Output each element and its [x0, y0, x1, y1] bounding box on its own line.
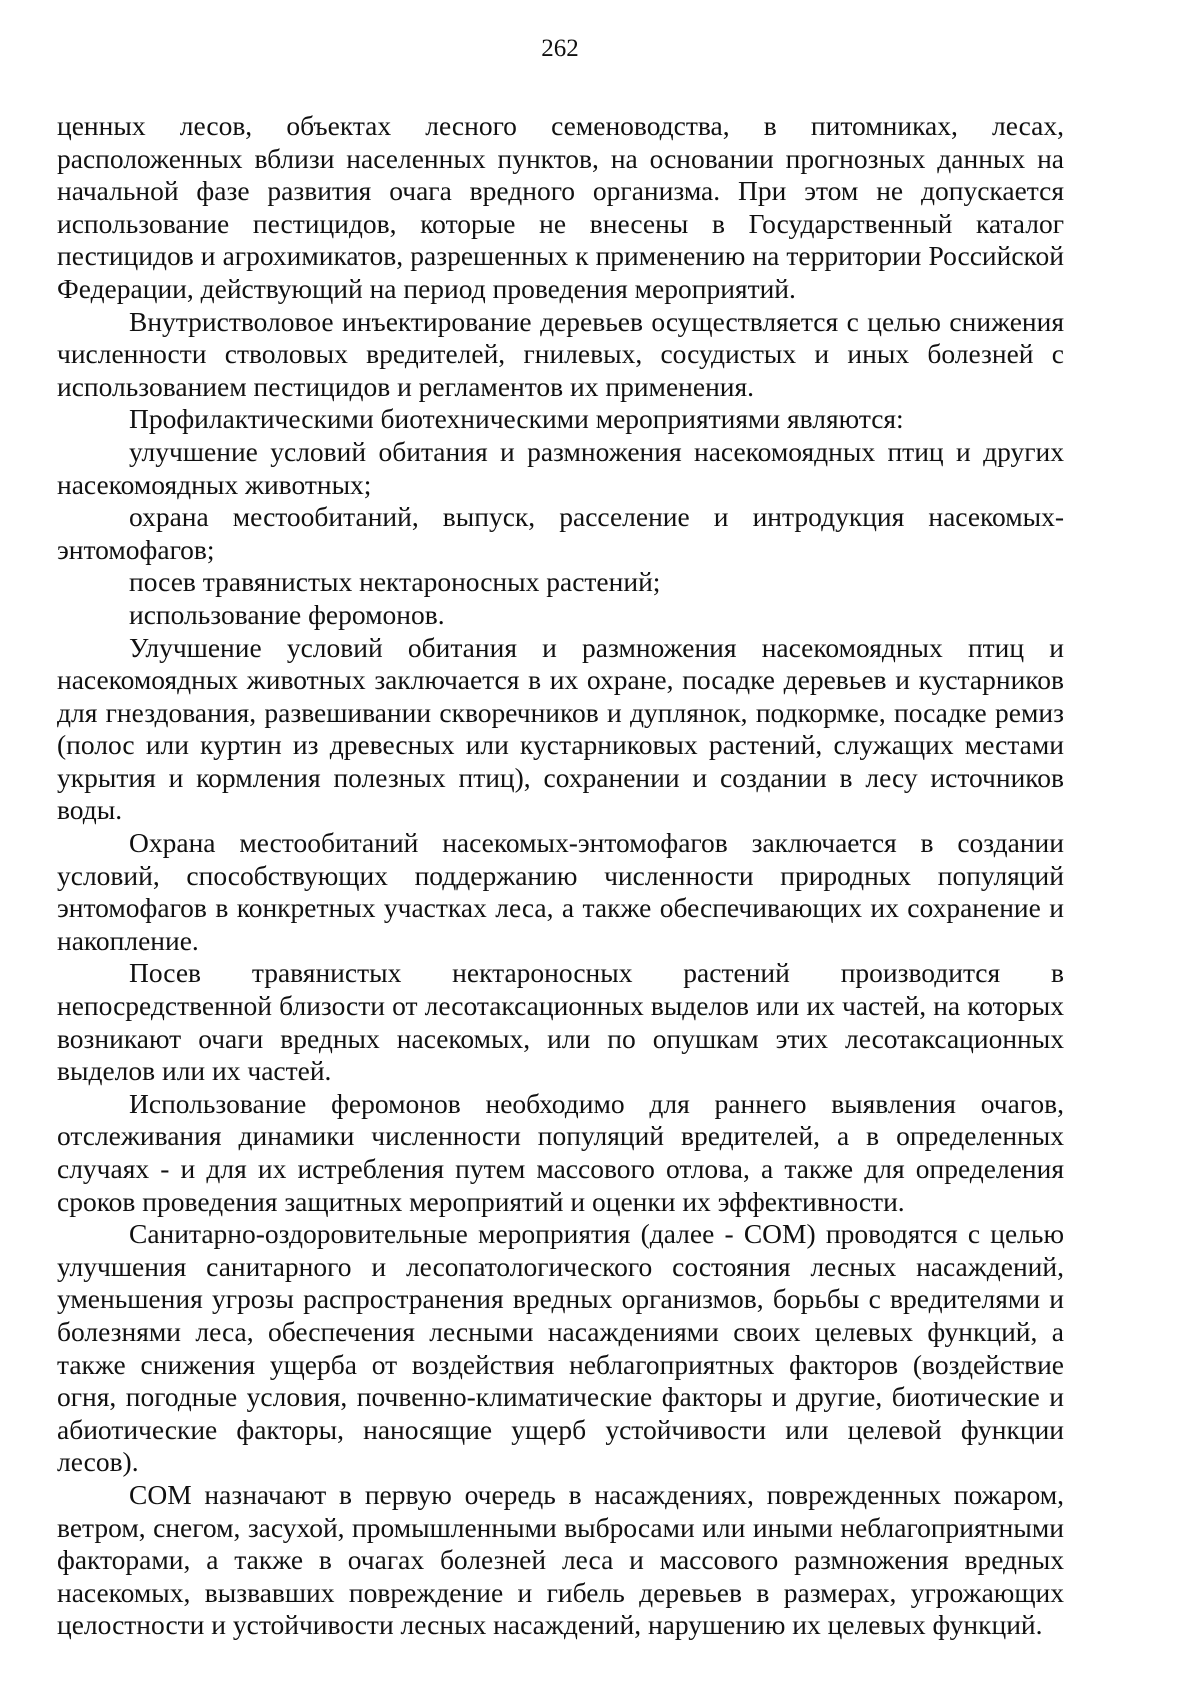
paragraph-continuation: ценных лесов, объектах лесного семеноводства, в питомниках, лесах, расположенных вблизи населенных пунктов, на основании прогнозных данных на начальной фазе развития очага вредного организма. При этом не допускается использование пестицидов, которые не внесены в Государственный каталог пестицидов и агрохимикатов, разрешенных к применению на территории Российской Федерации, действующий на период проведения мероприятий. [57, 110, 1064, 304]
list-item-nectar-plants: посев травянистых нектароносных растений; [129, 566, 661, 598]
document-body [57, 110, 1064, 1642]
page-number: 262 [541, 35, 579, 62]
paragraph-entomophage-protection: Охрана местообитаний насекомых-энтомофагов заключается в создании условий, способствующих поддержанию численности природных популяций энтомофагов в конкретных участках леса, а также обеспечивающих их сохранение и накопление. [57, 827, 1064, 956]
list-item-entomophage-protection: охрана местообитаний, выпуск, расселение и интродукция насекомых-энтомофагов; [57, 501, 1064, 565]
list-item-pheromones: использование феромонов. [129, 598, 445, 630]
list-item-bird-habitat: улучшение условий обитания и размножения насекомоядных птиц и других насекомоядных животных; [57, 435, 1064, 500]
paragraph-biotechnical-intro: Профилактическими биотехническими мероприятиями являются: [129, 403, 904, 435]
paragraph-sanitary-measures: Санитарно-оздоровительные мероприятия (далее - СОМ) проводятся с целью улучшения санитарного и лесопатологического состояния лесных насаждений, уменьшения угрозы распространения вредных организмов, борьбы с вредителями и болезнями леса, обеспечения лесными насаждениями своих целевых функций, а также снижения ущерба от воздействия неблагоприятных факторов (воздействие огня, погодные условия, почвенно-климатические факторы и другие, биотические и абиотические факторы, наносящие ущерб устойчивости или целевой функции лесов). [57, 1218, 1064, 1478]
paragraph-nectar-plants: Посев травянистых нектароносных растений производится в непосредственной близости от лесотаксационных выделов или их частей, на которых возникают очаги вредных насекомых, или по опушкам этих лесотаксационных выделов или их частей. [57, 957, 1064, 1087]
paragraph-pheromones: Использование феромонов необходимо для раннего выявления очагов, отслеживания динамики численности популяций вредителей, а в определенных случаях - и для их истребления путем массового отлова, а также для определения сроков проведения защитных мероприятий и оценки их эффективности. [57, 1087, 1064, 1217]
paragraph-som-assignment: СОМ назначают в первую очередь в насаждениях, поврежденных пожаром, ветром, снегом, засухой, промышленными выбросами или иными неблагоприятными факторами, а также в очагах болезней леса и массового размножения вредных насекомых, вызвавших повреждение и гибель деревьев в размерах, угрожающих целостности и устойчивости лесных насаждений, нарушению их целевых функций. [57, 1478, 1064, 1641]
paragraph-injection: Внутристволовое инъектирование деревьев осуществляется с целью снижения численности стволовых вредителей, гнилевых, сосудистых и иных болезней с использованием пестицидов и регламентов их применения. [57, 305, 1064, 402]
paragraph-bird-habitat: Улучшение условий обитания и размножения насекомоядных птиц и насекомоядных животных заключается в их охране, посадке деревьев и кустарников для гнездования, развешивании скворечников и дуплянок, подкормке, посадке ремиз (полос или куртин из древесных или кустарниковых растений, служащих местами укрытия и кормления полезных птиц), сохранении и создании в лесу источников воды. [57, 631, 1064, 826]
